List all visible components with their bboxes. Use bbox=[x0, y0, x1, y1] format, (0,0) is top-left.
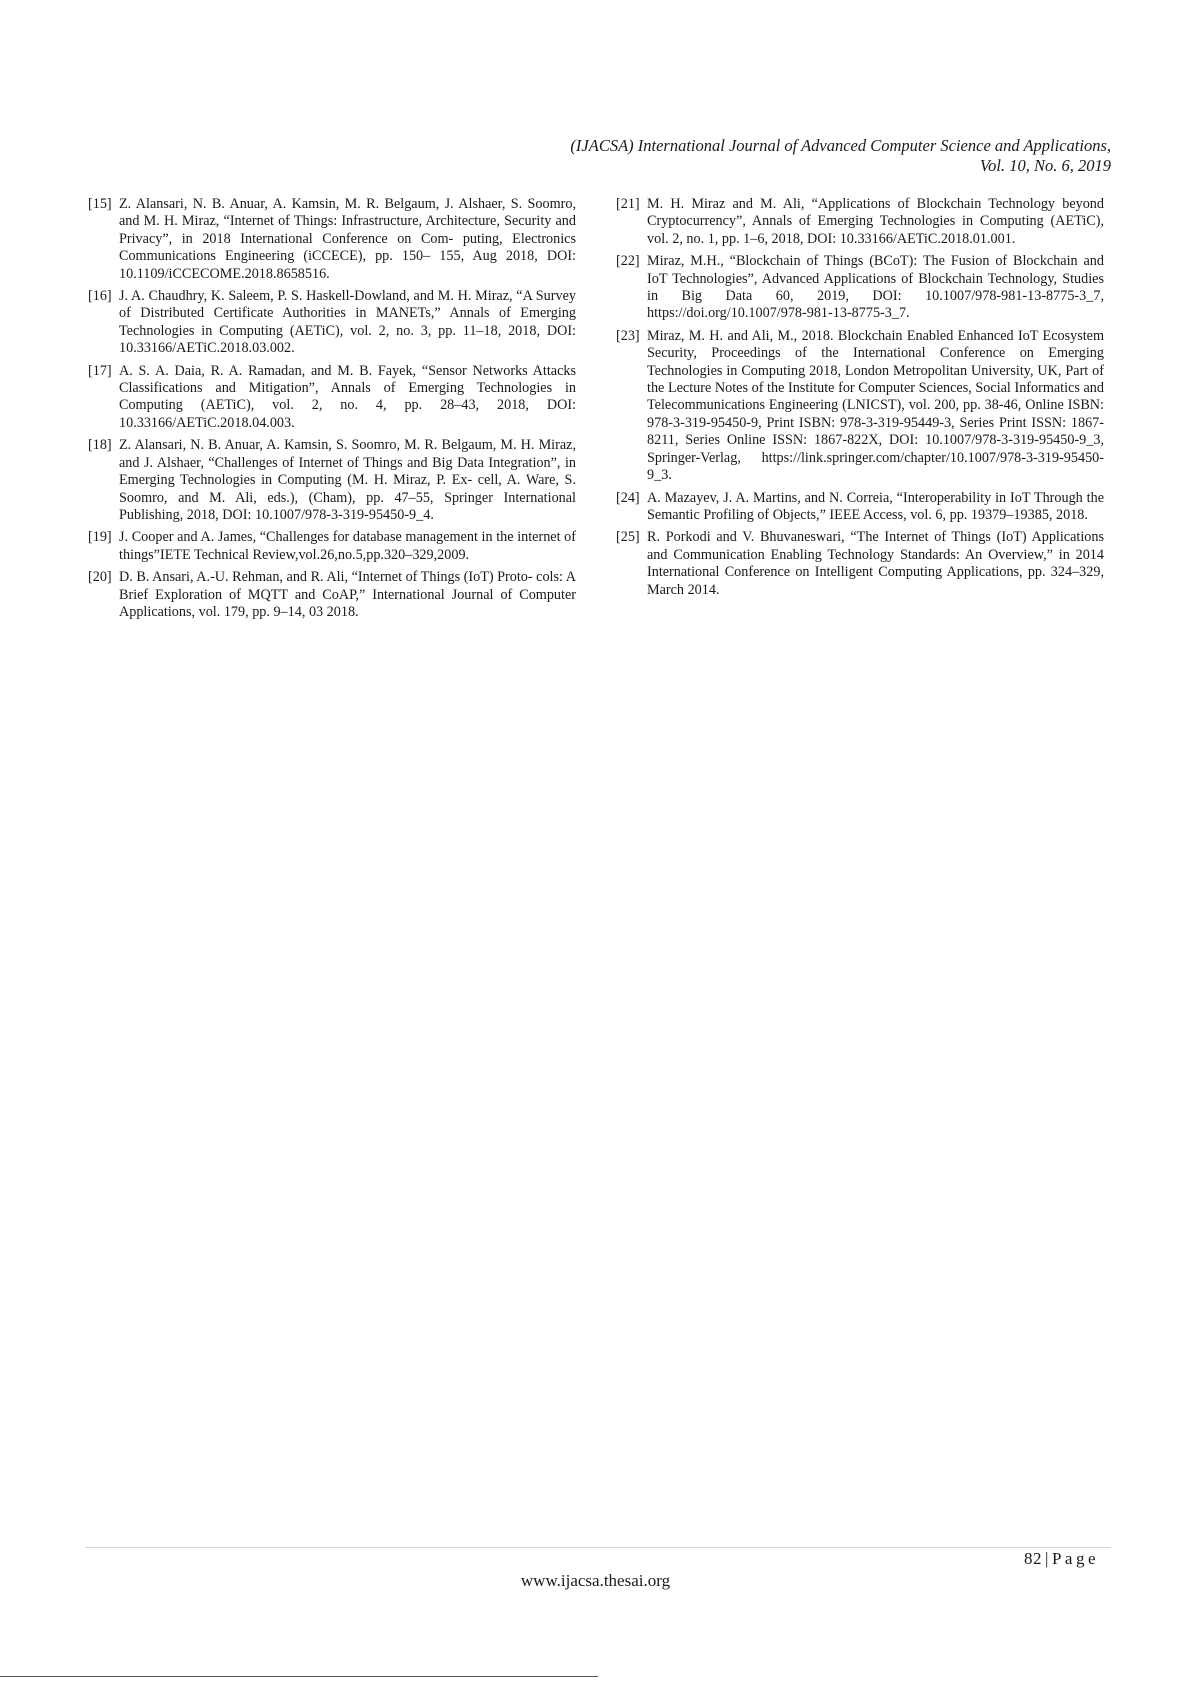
reference-number: [15] bbox=[88, 196, 112, 212]
reference-item bbox=[88, 196, 576, 283]
reference-item bbox=[88, 529, 576, 564]
reference-item bbox=[616, 490, 1104, 525]
reference-number: [19] bbox=[88, 529, 112, 546]
reference-text: Z. Alansari, N. B. Anuar, A. Kamsin, S. Soomro, M. R. Belgaum, M. H. Miraz, and J. Alshaer, “Challenges of Internet of Things and Big Data Integration”, in Emerging Technologies in Computing (M. H. Miraz, P. Ex- cell, A. Ware, S. Soomro, and M. Ali, eds.), (Cham), pp. 47–55, Springer International Publishing, 2018, DOI: 10.1007/978-3-319-95450-9_4. bbox=[119, 437, 576, 523]
reference-text: M. H. Miraz and M. Ali, “Applications of Blockchain Technology beyond Cryptocurrency”, Annals of Emerging Technologies in Computing (AETiC), vol. 2, no. 1, pp. 1–6, 2018, DOI: 10.33166/AETiC.2018.01.001. bbox=[647, 196, 1104, 247]
reference-text: A. S. A. Daia, R. A. Ramadan, and M. B. Fayek, “Sensor Networks Attacks Classifications and Mitigation”, Annals of Emerging Technologies in Computing (AETiC), vol. 2, no. 4, pp. 28–43, 2018, DOI: 10.33166/AETiC.2018.04.003. bbox=[119, 362, 576, 431]
reference-number: [16] bbox=[88, 288, 112, 305]
reference-text: Miraz, M. H. and Ali, M., 2018. Blockchain Enabled Enhanced IoT Ecosystem Security, Proceedings of the International Conference on Emerging Technologies in Computing 2018, London Metropolitan University, UK, Part of the Lecture Notes of the Institute for Computer Sciences, Social Informatics and Telecommunications Engineering (LNICST), vol. 200, pp. 38-46, Online ISBN: 978-3-319-95450-9, Print ISBN: 978-3-319-95449-3, Series Print ISSN: 1867-8211, Series Online ISSN: 1867-822X, DOI: 10.1007/978-3-319-95450-9_3, Springer-Verlag, https://link.springer.com/chapter/10.1007/978-3-319-95450-9_3. bbox=[647, 327, 1104, 484]
page-number: 82 bbox=[1024, 1549, 1043, 1568]
reference-item bbox=[616, 529, 1104, 599]
reference-number: [17] bbox=[88, 362, 112, 379]
reference-number: [21] bbox=[616, 196, 640, 212]
reference-number: [23] bbox=[616, 327, 640, 344]
journal-title: (IJACSA) International Journal of Advanced Computer Science and Applications, bbox=[570, 136, 1111, 155]
reference-text: Z. Alansari, N. B. Anuar, A. Kamsin, M. R. Belgaum, J. Alshaer, S. Soomro, and M. H. Miraz, “Internet of Things: Infrastructure, Architecture, Security and Privacy”, in 2018 International Conference on Com- puting, Electronics Communications Engineering (iCCECE), pp. 150– 155, Aug 2018, DOI: 10.1109/iCCECOME.2018.8658516. bbox=[119, 196, 576, 282]
reference-number: [22] bbox=[616, 253, 640, 270]
reference-text: J. Cooper and A. James, “Challenges for database management in the internet of things”IETE Technical Review,vol.26,no.5,pp.320–329,2009. bbox=[119, 529, 576, 563]
footer-divider bbox=[85, 1547, 1111, 1548]
reference-number: [25] bbox=[616, 529, 640, 546]
reference-item bbox=[616, 196, 1104, 248]
journal-header bbox=[570, 136, 1111, 176]
reference-number: [20] bbox=[88, 569, 112, 586]
page-number-label bbox=[1024, 1549, 1099, 1569]
reference-number: [18] bbox=[88, 437, 112, 454]
reference-text: A. Mazayev, J. A. Martins, and N. Correia, “Interoperability in IoT Through the Semantic Profiling of Objects,” IEEE Access, vol. 6, pp. 19379–19385, 2018. bbox=[647, 489, 1104, 523]
reference-text: Miraz, M.H., “Blockchain of Things (BCoT): The Fusion of Blockchain and IoT Technologies”, Advanced Applications of Blockchain Technology, Studies in Big Data 60, 2019, DOI: 10.1007/978-981-13-8775-3_7, https://doi.org/10.1007/978-981-13-8775-3_7. bbox=[647, 253, 1104, 322]
references-left-column bbox=[88, 196, 576, 626]
bottom-divider bbox=[0, 1676, 598, 1677]
reference-item bbox=[616, 328, 1104, 485]
references-right-column bbox=[616, 196, 1104, 604]
reference-item bbox=[616, 253, 1104, 323]
page-separator: | bbox=[1045, 1549, 1049, 1568]
reference-text: D. B. Ansari, A.-U. Rehman, and R. Ali, “Internet of Things (IoT) Proto- cols: A Brief Exploration of MQTT and CoAP,” International Journal of Computer Applications, vol. 179, pp. 9–14, 03 2018. bbox=[119, 569, 576, 620]
reference-text: R. Porkodi and V. Bhuvaneswari, “The Internet of Things (IoT) Applications and Communication Enabling Technology Standards: An Overview,” in 2014 International Conference on Intelligent Computing Applications, pp. 324–329, March 2014. bbox=[647, 529, 1104, 598]
journal-volume: Vol. 10, No. 6, 2019 bbox=[979, 156, 1111, 175]
reference-item bbox=[88, 363, 576, 433]
reference-number: [24] bbox=[616, 489, 640, 506]
reference-item bbox=[88, 437, 576, 524]
reference-text: J. A. Chaudhry, K. Saleem, P. S. Haskell-Dowland, and M. H. Miraz, “A Survey of Distributed Certificate Authorities in MANETs,” Annals of Emerging Technologies in Computing (AETiC), vol. 2, no. 3, pp. 11–18, 2018, DOI: 10.33166/AETiC.2018.03.002. bbox=[119, 288, 576, 357]
reference-item bbox=[88, 288, 576, 358]
journal-website: www.ijacsa.thesai.org bbox=[520, 1571, 671, 1590]
reference-item bbox=[88, 569, 576, 621]
page-word: Page bbox=[1051, 1549, 1099, 1568]
